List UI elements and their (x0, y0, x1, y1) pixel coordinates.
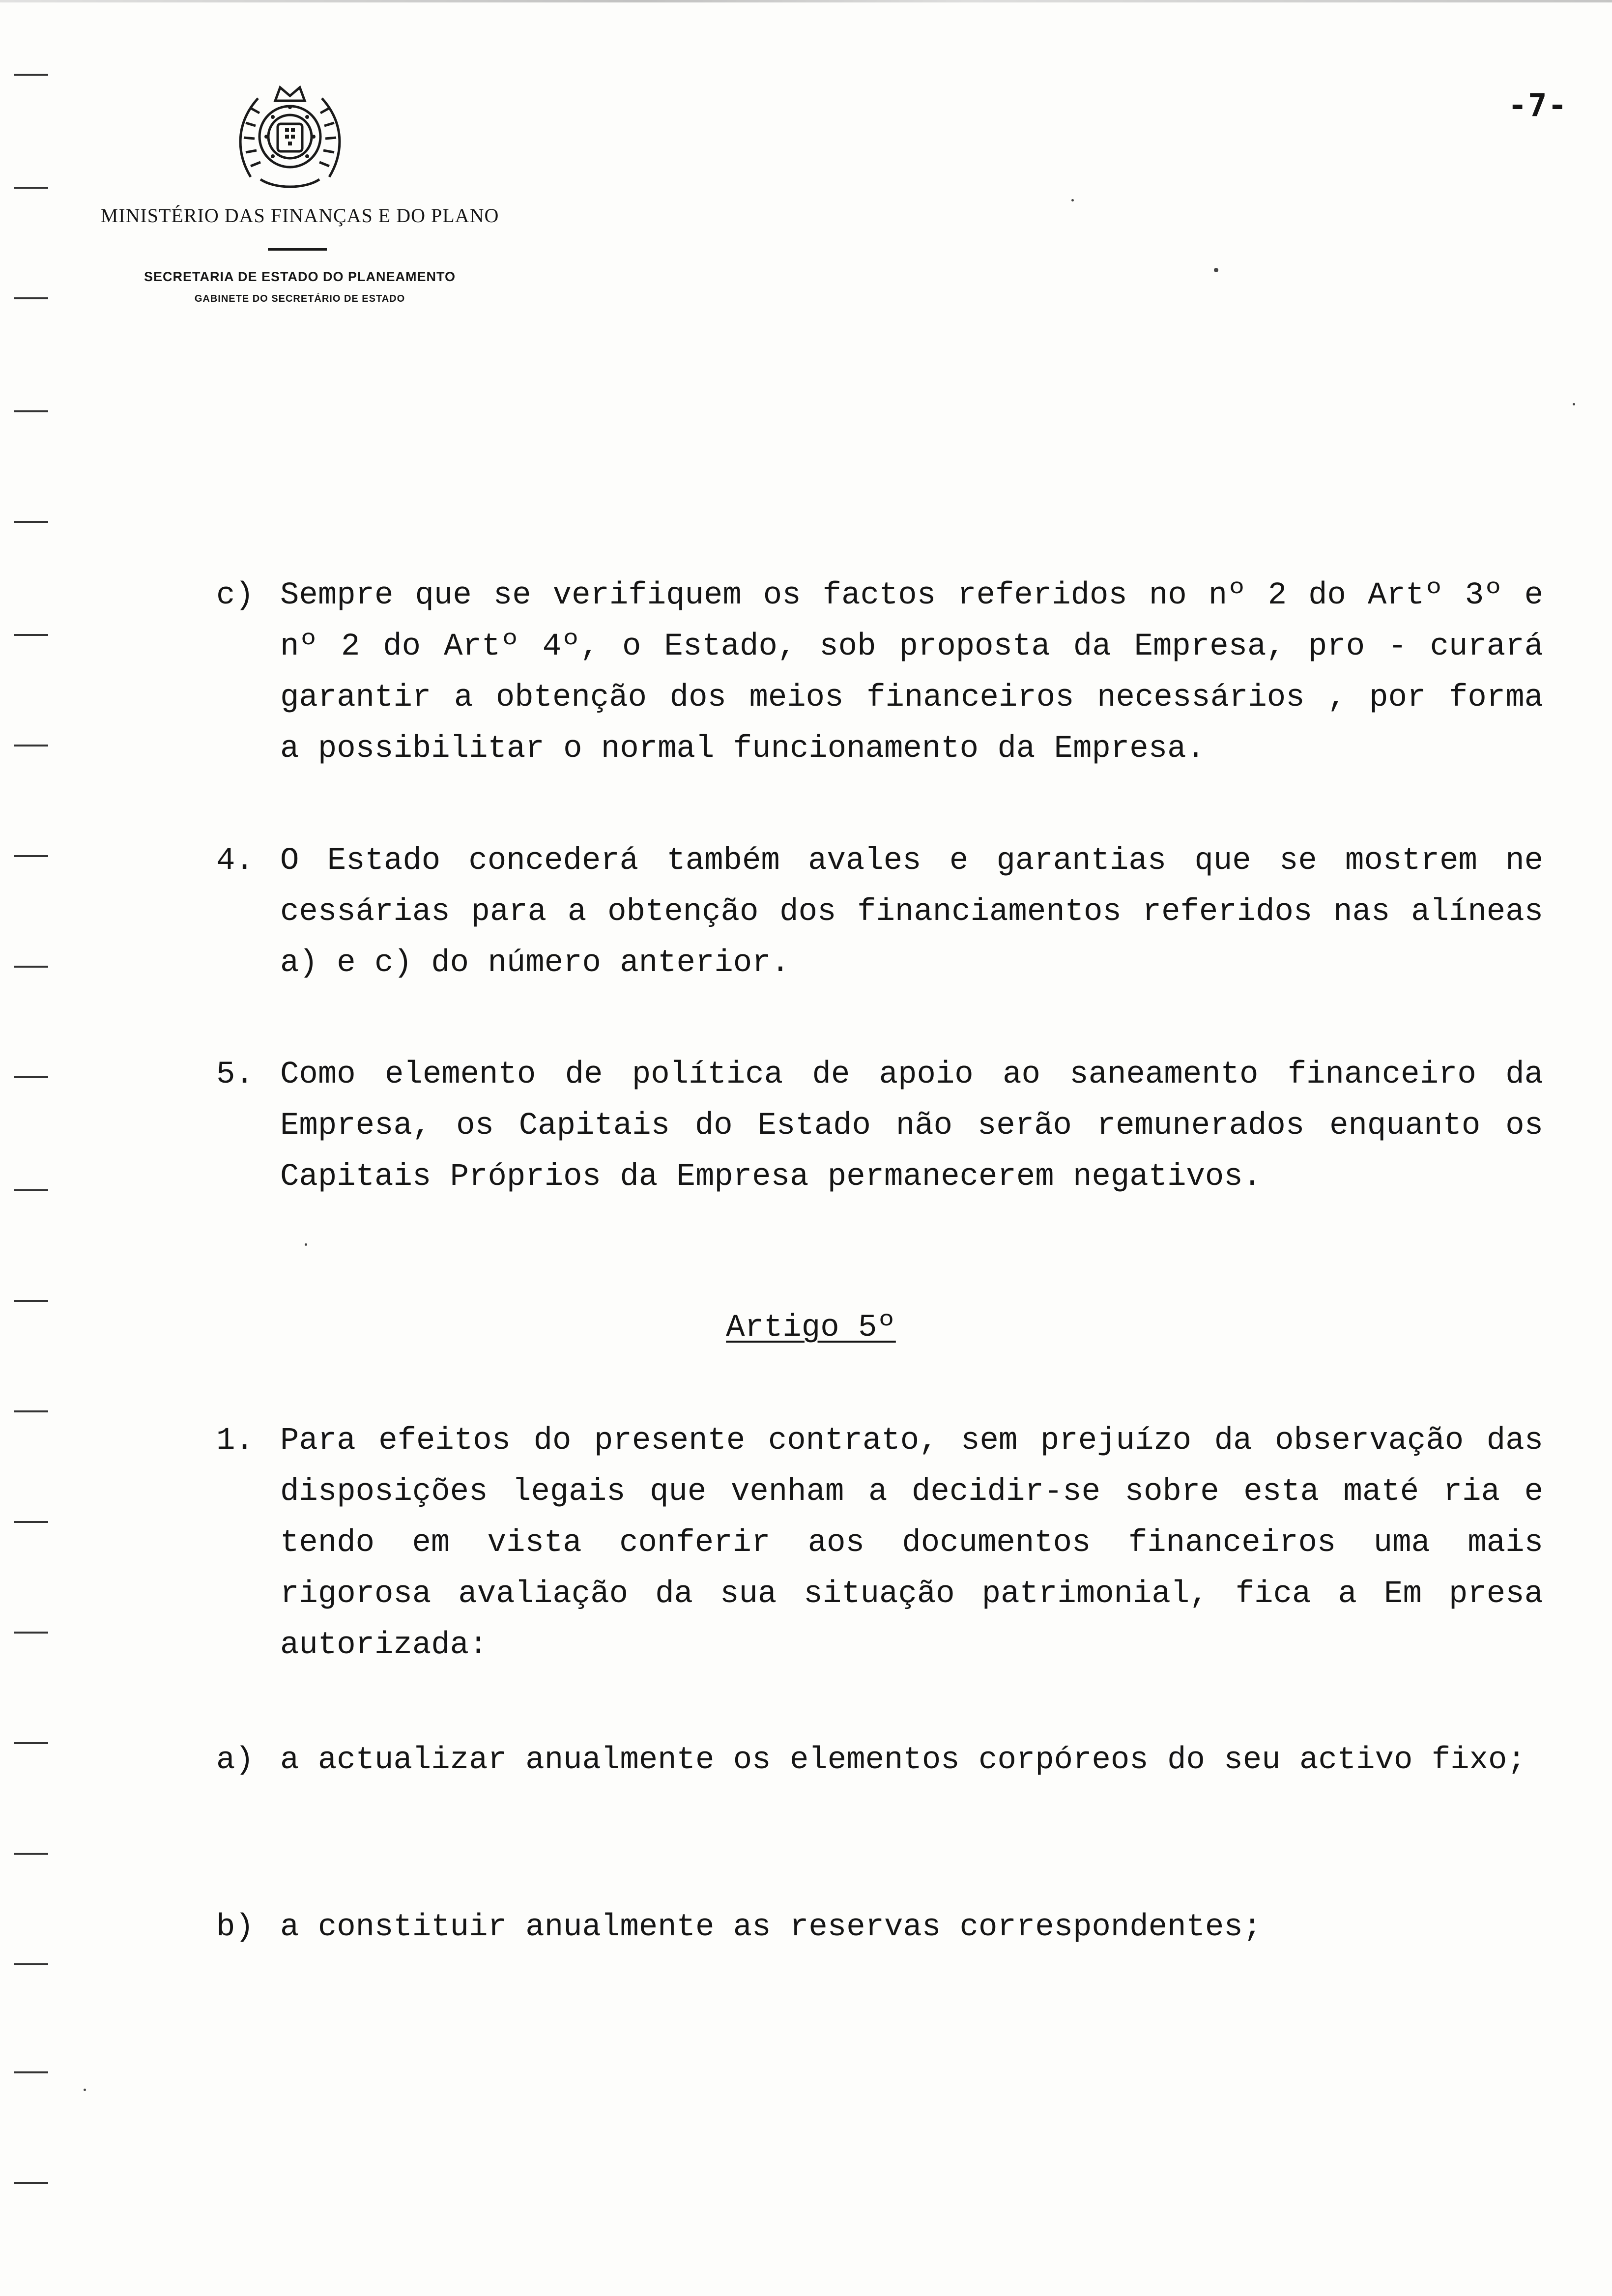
page-number: -7- (1508, 87, 1568, 124)
scan-top-edge (0, 0, 1612, 2)
margin-mark (14, 410, 48, 412)
clause-b (216, 1902, 1543, 1953)
margin-mark (14, 634, 48, 636)
margin-mark (14, 1853, 48, 1855)
cabinet-name: GABINETE DO SECRETÁRIO DE ESTADO (194, 293, 405, 304)
article-heading-text: Artigo 5º (726, 1310, 896, 1346)
margin-mark (14, 74, 48, 76)
scan-speck (1071, 199, 1074, 201)
clause-marker: 1. (216, 1423, 254, 1459)
margin-mark (14, 1963, 48, 1965)
binding-margin-marks (14, 0, 53, 2296)
clause-text: a actualizar anualmente os elementos corpóreos do seu activo fixo; (280, 1743, 1526, 1778)
clause-marker: a) (216, 1743, 254, 1778)
margin-mark (14, 2182, 48, 2184)
margin-mark (14, 1300, 48, 1302)
scan-speck (84, 2089, 86, 2091)
scan-speck (1573, 403, 1575, 405)
coat-of-arms-emblem-icon (231, 79, 349, 192)
margin-mark (14, 2071, 48, 2073)
clause-a (216, 1735, 1543, 1786)
margin-mark (14, 1742, 48, 1744)
clause-text: a constituir anualmente as reservas correspondentes; (280, 1910, 1262, 1945)
secretariat-name: SECRETARIA DE ESTADO DO PLANEAMENTO (144, 269, 456, 284)
clause-4 (216, 835, 1543, 989)
margin-mark (14, 521, 48, 523)
margin-mark (14, 1076, 48, 1078)
clause-text: Sempre que se verifiquem os factos referidos no nº 2 do Artº 3º e nº 2 do Artº 4º, o Estado, sob proposta da Empresa, pro - curará garantir a obtenção dos meios financeiros necessários , por forma a possibilitar o normal funcionamento da Empresa. (280, 578, 1543, 767)
margin-mark (14, 1521, 48, 1523)
margin-mark (14, 187, 48, 189)
scan-speck (1214, 268, 1218, 272)
clause-text: Para efeitos do presente contrato, sem prejuízo da observação das disposições legais que venham a decidir-se sobre esta maté ria e tendo em vista conferir aos documentos financeiros uma mais rigorosa avaliação da sua situação patrimonial, fica a Em presa autorizada: (280, 1423, 1543, 1663)
scan-speck (305, 1243, 307, 1246)
margin-mark (14, 745, 48, 746)
article-heading (0, 1302, 1612, 1353)
ministry-name: MINISTÉRIO DAS FINANÇAS E DO PLANO (100, 204, 499, 227)
clause-c (216, 570, 1543, 775)
margin-mark (14, 1189, 48, 1191)
clause-marker: 4. (216, 843, 254, 879)
clause-marker: 5. (216, 1057, 254, 1092)
margin-mark (14, 1632, 48, 1634)
clause-1 (216, 1415, 1543, 1671)
margin-mark (14, 297, 48, 299)
clause-5 (216, 1049, 1543, 1203)
margin-mark (14, 1410, 48, 1412)
clause-text: O Estado concederá também avales e garantias que se mostrem ne cessárias para a obtenção dos financiamentos referidos nas alíneas a) e c) do número anterior. (280, 843, 1543, 981)
letterhead-rule (268, 248, 327, 251)
clause-marker: b) (216, 1910, 254, 1945)
margin-mark (14, 855, 48, 857)
margin-mark (14, 966, 48, 968)
clause-marker: c) (216, 578, 254, 613)
clause-text: Como elemento de política de apoio ao saneamento financeiro da Empresa, os Capitais do Estado não serão remunerados enquanto os Capitais Próprios da Empresa permanecerem negativos. (280, 1057, 1543, 1195)
